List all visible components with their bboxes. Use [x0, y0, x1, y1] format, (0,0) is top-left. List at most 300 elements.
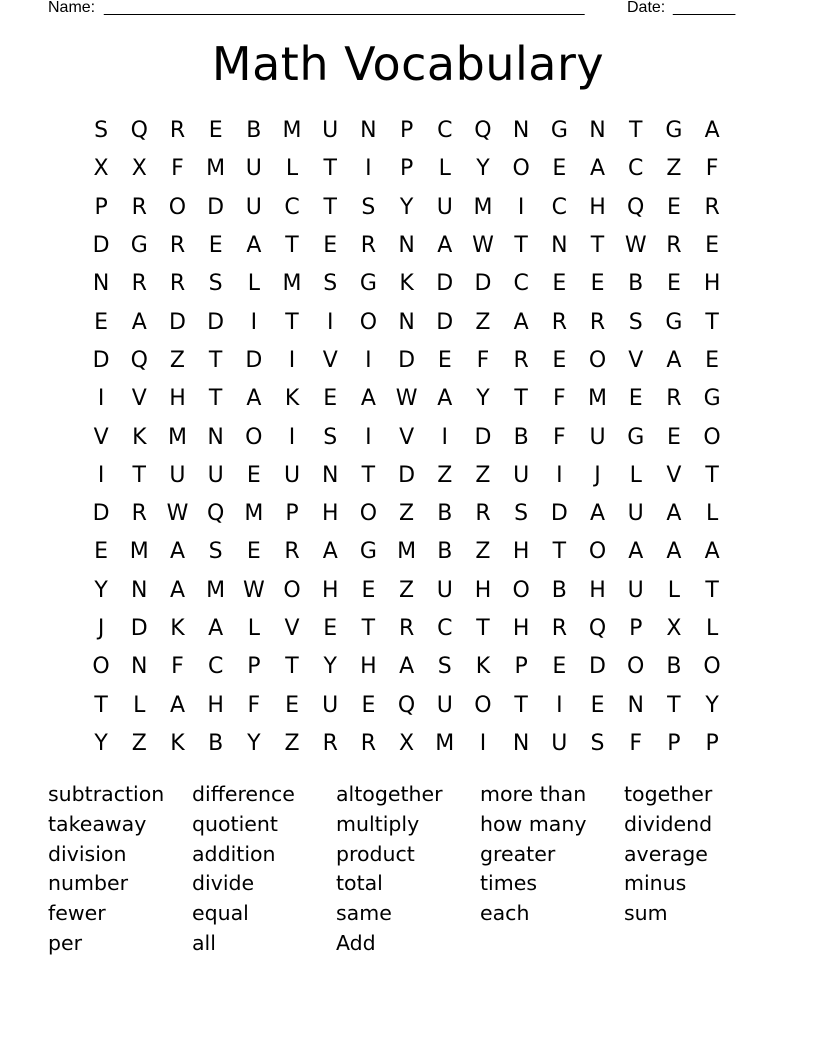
- grid-letter[interactable]: L: [705, 616, 719, 641]
- grid-letter[interactable]: N: [321, 462, 339, 488]
- grid-letter[interactable]: C: [513, 271, 529, 297]
- grid-letter[interactable]: N: [512, 730, 530, 756]
- grid-letter[interactable]: I: [556, 692, 563, 718]
- grid-letter[interactable]: T: [285, 654, 299, 680]
- grid-letter[interactable]: A: [246, 233, 262, 259]
- grid-letter[interactable]: D: [474, 271, 492, 297]
- grid-letter[interactable]: T: [361, 616, 376, 641]
- grid-letter[interactable]: E: [361, 692, 376, 718]
- grid-letter[interactable]: H: [589, 194, 606, 220]
- grid-letter[interactable]: E: [666, 194, 681, 220]
- grid-letter[interactable]: U: [207, 462, 224, 488]
- grid-letter[interactable]: R: [169, 118, 186, 144]
- grid-letter[interactable]: E: [208, 233, 223, 259]
- grid-letter[interactable]: J: [97, 616, 105, 641]
- grid-letter[interactable]: U: [169, 462, 186, 488]
- grid-letter[interactable]: I: [326, 309, 334, 335]
- grid-letter[interactable]: G: [627, 424, 645, 450]
- grid-letter[interactable]: F: [247, 692, 261, 718]
- grid-letter[interactable]: L: [629, 462, 642, 488]
- grid-letter[interactable]: Y: [476, 156, 490, 182]
- grid-letter[interactable]: T: [705, 309, 719, 335]
- grid-letter[interactable]: S: [208, 271, 223, 297]
- grid-letter[interactable]: G: [550, 118, 568, 144]
- grid-letter[interactable]: Y: [476, 386, 490, 412]
- grid-letter[interactable]: F: [553, 424, 566, 450]
- grid-letter[interactable]: U: [436, 692, 453, 718]
- grid-letter[interactable]: I: [97, 462, 105, 488]
- grid-letter[interactable]: F: [705, 156, 719, 182]
- grid-letter[interactable]: E: [666, 271, 681, 297]
- grid-letter[interactable]: Y: [94, 577, 108, 603]
- grid-letter[interactable]: D: [168, 309, 186, 335]
- grid-letter[interactable]: E: [94, 309, 109, 335]
- grid-letter[interactable]: A: [513, 309, 529, 335]
- grid-letter[interactable]: R: [322, 730, 338, 756]
- grid-letter[interactable]: Z: [284, 730, 300, 756]
- grid-letter[interactable]: E: [208, 118, 223, 144]
- grid-letter[interactable]: D: [589, 654, 606, 680]
- grid-letter[interactable]: T: [323, 156, 337, 182]
- grid-letter[interactable]: P: [94, 194, 108, 220]
- grid-letter[interactable]: P: [514, 654, 528, 680]
- grid-letter[interactable]: N: [131, 654, 148, 680]
- grid-letter[interactable]: R: [666, 233, 682, 259]
- grid-letter[interactable]: S: [361, 194, 376, 220]
- grid-letter[interactable]: T: [208, 347, 223, 373]
- grid-letter[interactable]: E: [666, 424, 681, 450]
- grid-letter[interactable]: T: [285, 233, 299, 259]
- grid-letter[interactable]: O: [703, 424, 721, 450]
- grid-letter[interactable]: R: [513, 347, 529, 373]
- grid-letter[interactable]: N: [207, 424, 224, 450]
- grid-letter[interactable]: G: [359, 271, 377, 297]
- grid-letter[interactable]: D: [92, 347, 110, 373]
- grid-letter[interactable]: K: [170, 730, 185, 756]
- grid-letter[interactable]: D: [550, 501, 568, 527]
- grid-letter[interactable]: E: [628, 386, 643, 412]
- grid-letter[interactable]: W: [472, 233, 494, 259]
- grid-letter[interactable]: Z: [666, 156, 682, 182]
- grid-letter[interactable]: L: [133, 692, 146, 718]
- grid-letter[interactable]: B: [628, 271, 644, 297]
- grid-letter[interactable]: V: [399, 424, 415, 450]
- grid-letter[interactable]: R: [131, 194, 147, 220]
- grid-letter[interactable]: T: [667, 692, 681, 718]
- grid-letter[interactable]: M: [282, 118, 302, 144]
- grid-letter[interactable]: M: [129, 539, 149, 565]
- grid-letter[interactable]: Y: [705, 692, 719, 718]
- word-list-item: total: [336, 871, 383, 896]
- grid-letter[interactable]: P: [399, 156, 414, 182]
- grid-letter[interactable]: T: [476, 616, 490, 641]
- grid-letter[interactable]: C: [207, 654, 224, 680]
- grid-letter[interactable]: S: [514, 501, 529, 527]
- grid-letter[interactable]: Y: [94, 730, 108, 756]
- grid-letter[interactable]: V: [322, 347, 338, 373]
- grid-letter[interactable]: Z: [131, 730, 147, 756]
- grid-letter[interactable]: M: [206, 577, 226, 603]
- grid-letter[interactable]: H: [512, 539, 530, 565]
- grid-letter[interactable]: M: [206, 156, 226, 182]
- grid-letter[interactable]: S: [323, 271, 338, 297]
- grid-letter[interactable]: I: [365, 156, 372, 182]
- grid-letter[interactable]: C: [437, 616, 453, 641]
- grid-letter[interactable]: E: [705, 233, 720, 259]
- grid-letter[interactable]: H: [207, 692, 224, 718]
- grid-letter[interactable]: I: [479, 730, 487, 756]
- grid-letter[interactable]: Y: [399, 194, 414, 220]
- grid-letter[interactable]: E: [323, 616, 338, 641]
- grid-letter[interactable]: A: [399, 654, 415, 680]
- grid-letter[interactable]: U: [245, 156, 262, 182]
- grid-letter[interactable]: E: [246, 539, 261, 565]
- grid-letter[interactable]: A: [208, 616, 224, 641]
- grid-row: [82, 686, 732, 724]
- grid-letter[interactable]: I: [441, 424, 449, 450]
- grid-letter[interactable]: M: [397, 539, 417, 565]
- grid-letter[interactable]: R: [398, 616, 415, 641]
- grid-letter[interactable]: V: [628, 347, 644, 373]
- grid-letter[interactable]: H: [474, 577, 492, 603]
- word-list-item: product: [336, 841, 415, 866]
- grid-row: [82, 610, 732, 648]
- grid-letter[interactable]: G: [665, 309, 683, 335]
- grid-letter[interactable]: T: [590, 233, 605, 259]
- grid-letter[interactable]: R: [666, 386, 682, 412]
- grid-letter[interactable]: B: [513, 424, 529, 450]
- grid-letter[interactable]: E: [361, 577, 376, 603]
- grid-letter[interactable]: N: [360, 118, 377, 144]
- grid-letter[interactable]: O: [359, 309, 378, 335]
- grid-letter[interactable]: A: [704, 118, 720, 144]
- grid-letter[interactable]: G: [665, 118, 683, 144]
- grid-letter[interactable]: Q: [474, 118, 492, 144]
- grid-letter[interactable]: D: [398, 462, 416, 488]
- grid-letter[interactable]: M: [282, 271, 302, 297]
- grid-letter[interactable]: B: [666, 654, 682, 680]
- grid-letter[interactable]: M: [588, 386, 608, 412]
- grid-letter[interactable]: B: [437, 501, 453, 527]
- grid-letter[interactable]: P: [629, 616, 643, 641]
- grid-letter[interactable]: S: [94, 118, 109, 144]
- grid-letter[interactable]: U: [245, 194, 262, 220]
- grid-letter[interactable]: N: [398, 309, 415, 335]
- grid-letter[interactable]: C: [437, 118, 453, 144]
- grid-letter[interactable]: O: [627, 654, 645, 680]
- grid-letter[interactable]: M: [244, 501, 264, 527]
- grid-letter[interactable]: A: [169, 577, 185, 603]
- grid-letter[interactable]: C: [628, 156, 644, 182]
- grid-letter[interactable]: L: [438, 156, 451, 182]
- grid-letter[interactable]: R: [360, 233, 377, 259]
- grid-letter[interactable]: I: [288, 424, 296, 450]
- grid-letter[interactable]: T: [628, 118, 643, 144]
- grid-letter[interactable]: Q: [627, 194, 645, 220]
- grid-letter[interactable]: A: [360, 386, 376, 412]
- grid-letter[interactable]: Q: [397, 692, 416, 718]
- grid-letter[interactable]: B: [437, 539, 453, 565]
- grid-letter[interactable]: N: [589, 118, 606, 144]
- grid-letter[interactable]: V: [284, 616, 300, 641]
- grid-letter[interactable]: U: [589, 424, 606, 450]
- grid-letter[interactable]: A: [666, 501, 682, 527]
- grid-letter[interactable]: R: [169, 271, 186, 297]
- grid-letter[interactable]: D: [207, 309, 225, 335]
- grid-letter[interactable]: P: [285, 501, 299, 527]
- grid-letter[interactable]: H: [321, 577, 339, 603]
- grid-letter[interactable]: U: [436, 577, 453, 603]
- grid-letter[interactable]: A: [666, 539, 682, 565]
- grid-letter[interactable]: A: [169, 539, 185, 565]
- grid-letter[interactable]: K: [475, 654, 491, 680]
- grid-letter[interactable]: S: [437, 654, 452, 680]
- grid-letter[interactable]: R: [131, 501, 147, 527]
- grid-letter[interactable]: H: [169, 386, 186, 412]
- grid-letter[interactable]: E: [552, 347, 567, 373]
- grid-letter[interactable]: T: [323, 194, 337, 220]
- grid-letter[interactable]: H: [321, 501, 339, 527]
- grid-letter[interactable]: U: [513, 462, 530, 488]
- grid-letter[interactable]: I: [288, 347, 296, 373]
- grid-letter[interactable]: L: [247, 616, 260, 641]
- grid-letter[interactable]: U: [436, 194, 453, 220]
- grid-letter[interactable]: I: [97, 386, 105, 412]
- grid-letter[interactable]: S: [323, 424, 338, 450]
- grid-letter[interactable]: N: [398, 233, 415, 259]
- grid-letter[interactable]: T: [361, 462, 376, 488]
- grid-letter[interactable]: R: [704, 194, 720, 220]
- grid-letter[interactable]: U: [322, 118, 339, 144]
- grid-letter[interactable]: E: [285, 692, 299, 718]
- grid-row: [82, 418, 732, 456]
- grid-letter[interactable]: N: [551, 233, 568, 259]
- grid-letter[interactable]: T: [705, 462, 719, 488]
- grid-letter[interactable]: M: [473, 194, 493, 220]
- grid-letter[interactable]: U: [322, 692, 339, 718]
- grid-letter[interactable]: U: [551, 730, 568, 756]
- grid-letter[interactable]: I: [365, 347, 372, 373]
- grid-letter[interactable]: O: [512, 156, 530, 182]
- grid-letter[interactable]: T: [514, 233, 528, 259]
- grid-letter[interactable]: B: [208, 730, 224, 756]
- grid-letter[interactable]: T: [285, 309, 299, 335]
- grid-letter[interactable]: D: [92, 233, 110, 259]
- grid-letter[interactable]: T: [208, 386, 223, 412]
- grid-letter[interactable]: D: [245, 347, 263, 373]
- grid-letter[interactable]: R: [169, 233, 186, 259]
- grid-letter[interactable]: O: [588, 539, 607, 565]
- grid-letter[interactable]: Z: [475, 309, 491, 335]
- grid-letter[interactable]: W: [166, 501, 189, 527]
- grid-letter[interactable]: H: [360, 654, 377, 680]
- grid-letter[interactable]: R: [131, 271, 147, 297]
- date-field[interactable]: _______: [673, 0, 736, 16]
- grid-letter[interactable]: X: [399, 730, 415, 756]
- grid-letter[interactable]: C: [551, 194, 568, 220]
- grid-letter[interactable]: O: [283, 577, 301, 603]
- grid-letter[interactable]: O: [245, 424, 263, 450]
- grid-letter[interactable]: S: [628, 309, 643, 335]
- grid-letter[interactable]: L: [667, 577, 681, 603]
- grid-letter[interactable]: Z: [437, 462, 453, 488]
- grid-letter[interactable]: N: [131, 577, 148, 603]
- name-field[interactable]: ______________________________________________________: [104, 0, 585, 16]
- grid-row: [82, 265, 732, 303]
- grid-letter[interactable]: E: [437, 347, 452, 373]
- grid-letter[interactable]: Z: [399, 501, 415, 527]
- grid-letter[interactable]: X: [666, 616, 682, 641]
- grid-letter[interactable]: O: [474, 692, 492, 718]
- grid-letter[interactable]: L: [705, 501, 719, 527]
- grid-letter[interactable]: Q: [206, 501, 225, 527]
- grid-letter[interactable]: T: [705, 577, 719, 603]
- grid-letter[interactable]: L: [285, 156, 299, 182]
- grid-letter[interactable]: L: [247, 271, 260, 297]
- grid-letter[interactable]: B: [551, 577, 567, 603]
- grid-letter[interactable]: F: [553, 386, 566, 412]
- grid-letter[interactable]: Y: [323, 654, 337, 680]
- grid-letter[interactable]: S: [590, 730, 605, 756]
- grid-letter[interactable]: D: [130, 616, 148, 641]
- grid-letter[interactable]: I: [517, 194, 525, 220]
- grid-letter[interactable]: T: [94, 692, 108, 718]
- grid-letter[interactable]: V: [666, 462, 682, 488]
- grid-letter[interactable]: D: [398, 347, 416, 373]
- grid-letter[interactable]: N: [627, 692, 644, 718]
- grid-letter[interactable]: W: [242, 577, 265, 603]
- grid-letter[interactable]: A: [131, 309, 147, 335]
- grid-letter[interactable]: A: [322, 539, 338, 565]
- grid-letter[interactable]: Z: [399, 577, 415, 603]
- grid-letter[interactable]: R: [589, 309, 606, 335]
- grid-letter[interactable]: O: [512, 577, 530, 603]
- grid-letter[interactable]: V: [131, 386, 147, 412]
- grid-letter[interactable]: Z: [475, 462, 491, 488]
- grid-letter[interactable]: G: [130, 233, 148, 259]
- grid-letter[interactable]: M: [435, 730, 455, 756]
- grid-letter[interactable]: G: [359, 539, 377, 565]
- grid-letter[interactable]: A: [437, 233, 453, 259]
- grid-letter[interactable]: E: [323, 386, 338, 412]
- grid-letter[interactable]: E: [552, 271, 567, 297]
- grid-letter[interactable]: E: [94, 539, 109, 565]
- grid-letter[interactable]: Q: [130, 347, 148, 373]
- grid-letter[interactable]: O: [588, 347, 607, 373]
- grid-letter[interactable]: A: [628, 539, 644, 565]
- grid-letter[interactable]: W: [395, 386, 418, 412]
- grid-letter[interactable]: C: [284, 194, 300, 220]
- grid-letter[interactable]: H: [703, 271, 721, 297]
- grid-letter[interactable]: M: [167, 424, 187, 450]
- grid-letter[interactable]: R: [360, 730, 377, 756]
- grid-letter[interactable]: X: [131, 156, 147, 182]
- grid-letter[interactable]: O: [359, 501, 378, 527]
- grid-letter[interactable]: E: [705, 347, 720, 373]
- grid-row: [82, 227, 732, 265]
- grid-letter[interactable]: Y: [247, 730, 261, 756]
- grid-letter[interactable]: H: [589, 577, 606, 603]
- grid-letter[interactable]: K: [284, 386, 300, 412]
- grid-letter[interactable]: T: [132, 462, 146, 488]
- grid-letter[interactable]: Q: [130, 118, 148, 144]
- grid-letter[interactable]: R: [475, 501, 491, 527]
- grid-letter[interactable]: A: [704, 539, 720, 565]
- grid-letter[interactable]: U: [283, 462, 301, 488]
- grid-letter[interactable]: A: [666, 347, 682, 373]
- grid-letter[interactable]: P: [705, 730, 719, 756]
- grid-letter[interactable]: F: [629, 730, 643, 756]
- grid-letter[interactable]: P: [667, 730, 681, 756]
- grid-letter[interactable]: R: [284, 539, 300, 565]
- grid-letter[interactable]: E: [246, 462, 261, 488]
- grid-letter[interactable]: O: [168, 194, 187, 220]
- grid-letter[interactable]: D: [436, 309, 454, 335]
- grid-letter[interactable]: F: [171, 654, 184, 680]
- grid-letter[interactable]: K: [132, 424, 147, 450]
- grid-letter[interactable]: A: [246, 386, 262, 412]
- grid-letter[interactable]: P: [399, 118, 414, 144]
- grid-letter[interactable]: I: [556, 462, 563, 488]
- grid-letter[interactable]: D: [436, 271, 454, 297]
- grid-letter[interactable]: Z: [475, 539, 491, 565]
- grid-letter[interactable]: D: [92, 501, 110, 527]
- grid-letter[interactable]: S: [208, 539, 223, 565]
- grid-letter[interactable]: D: [207, 194, 225, 220]
- grid-letter[interactable]: J: [594, 462, 601, 488]
- grid-letter[interactable]: R: [551, 309, 567, 335]
- grid-letter[interactable]: F: [476, 347, 490, 373]
- grid-letter[interactable]: E: [552, 654, 567, 680]
- grid-letter[interactable]: T: [552, 539, 567, 565]
- grid-letter[interactable]: O: [92, 654, 110, 680]
- grid-letter[interactable]: E: [590, 692, 605, 718]
- grid-letter[interactable]: U: [627, 577, 644, 603]
- grid-letter[interactable]: A: [590, 156, 606, 182]
- grid-letter[interactable]: O: [703, 654, 721, 680]
- grid-letter[interactable]: Z: [169, 347, 185, 373]
- grid-letter[interactable]: N: [92, 271, 110, 297]
- grid-letter[interactable]: T: [514, 386, 528, 412]
- grid-letter[interactable]: B: [246, 118, 262, 144]
- word-list-item: same: [336, 901, 392, 926]
- grid-letter[interactable]: T: [514, 692, 528, 718]
- grid-letter[interactable]: K: [170, 616, 185, 641]
- grid-letter[interactable]: K: [399, 271, 414, 297]
- grid-letter[interactable]: R: [551, 616, 567, 641]
- grid-letter[interactable]: Q: [588, 616, 607, 641]
- grid-letter[interactable]: P: [247, 654, 261, 680]
- grid-letter[interactable]: E: [552, 156, 567, 182]
- grid-letter[interactable]: F: [171, 156, 184, 182]
- grid-letter[interactable]: D: [474, 424, 492, 450]
- grid-letter[interactable]: G: [703, 386, 721, 412]
- grid-letter[interactable]: E: [323, 233, 338, 259]
- grid-letter[interactable]: N: [512, 118, 530, 144]
- grid-letter[interactable]: X: [93, 156, 109, 182]
- word-list-item: quotient: [192, 811, 278, 836]
- grid-letter[interactable]: A: [590, 501, 606, 527]
- grid-letter[interactable]: A: [169, 692, 185, 718]
- grid-letter[interactable]: A: [437, 386, 453, 412]
- grid-letter[interactable]: I: [365, 424, 372, 450]
- grid-letter[interactable]: H: [512, 616, 530, 641]
- grid-letter[interactable]: I: [250, 309, 258, 335]
- grid-letter[interactable]: V: [93, 424, 109, 450]
- grid-letter[interactable]: E: [590, 271, 605, 297]
- grid-letter[interactable]: W: [624, 233, 647, 259]
- grid-letter[interactable]: U: [627, 501, 644, 527]
